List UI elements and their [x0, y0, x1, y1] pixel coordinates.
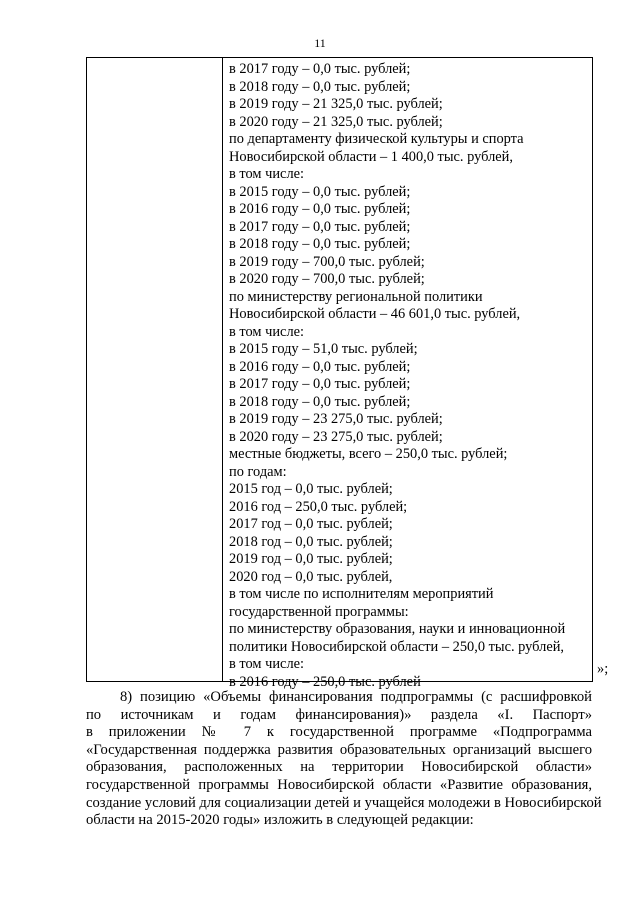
financing-table	[86, 57, 593, 690]
table-line: в 2017 году – 0,0 тыс. рублей;	[229, 61, 411, 77]
table-line: в том числе:	[229, 323, 305, 340]
paragraph-line: создание условий для социализации детей и учащейся молодежи в Новосибирской	[86, 794, 602, 811]
table-line: в 2017 году – 0,0 тыс. рублей;	[229, 218, 411, 235]
table-line: в 2020 году – 21 325,0 тыс. рублей;	[229, 113, 443, 130]
paragraph-line: «Государственная поддержка развития образовательных организаций высшего	[86, 741, 592, 758]
table-line: в 2019 году – 700,0 тыс. рублей;	[229, 253, 425, 270]
table-line: в 2018 году – 0,0 тыс. рублей;	[229, 236, 411, 252]
paragraph-line: государственной программы Новосибирской области «Развитие образования,	[86, 776, 592, 793]
table-line: по министерству образования, науки и инновационной	[229, 621, 566, 637]
table-column-divider	[222, 58, 223, 681]
table-left-cell	[87, 58, 222, 681]
table-line: в 2018 году – 0,0 тыс. рублей;	[229, 393, 411, 410]
table-line: по министерству региональной политики	[229, 288, 483, 305]
table-line: в 2019 году – 23 275,0 тыс. рублей;	[229, 411, 443, 427]
table-line: 2020 год – 0,0 тыс. рублей,	[229, 568, 393, 585]
table-line: по департаменту физической культуры и спорта	[229, 131, 524, 147]
table-line: в том числе по исполнителям мероприятий	[229, 586, 494, 602]
paragraph-line: по источникам и годам финансирования)» раздела «I. Паспорт»	[86, 706, 592, 723]
table-line: в 2017 году – 0,0 тыс. рублей;	[229, 376, 411, 392]
table-line: в 2018 году – 0,0 тыс. рублей;	[229, 78, 411, 95]
table-line: местные бюджеты, всего – 250,0 тыс. рублей;	[229, 446, 508, 462]
table-line: государственной программы:	[229, 603, 409, 620]
table-line: в том числе:	[229, 656, 305, 672]
table-line: 2018 год – 0,0 тыс. рублей;	[229, 533, 393, 550]
table-line: в том числе:	[229, 166, 305, 182]
table-line: 2015 год – 0,0 тыс. рублей;	[229, 481, 393, 497]
closing-quote-mark: »;	[597, 661, 609, 677]
table-line: в 2016 году – 250,0 тыс. рублей	[229, 673, 421, 690]
table-line: 2016 год – 250,0 тыс. рублей;	[229, 498, 408, 515]
table-line: в 2020 году – 700,0 тыс. рублей;	[229, 271, 425, 287]
table-line: 2019 год – 0,0 тыс. рублей;	[229, 551, 393, 567]
table-line: в 2015 году – 0,0 тыс. рублей;	[229, 183, 411, 200]
table-line: по годам:	[229, 463, 287, 480]
table-right-cell	[229, 61, 588, 691]
paragraph-line: в приложении № 7 к государственной программе «Подпрограмма	[86, 724, 592, 741]
table-line: в 2019 году – 21 325,0 тыс. рублей;	[229, 96, 443, 112]
table-line: 2017 год – 0,0 тыс. рублей;	[229, 516, 393, 532]
page-number: 11	[314, 36, 326, 50]
table-line: в 2016 году – 0,0 тыс. рублей;	[229, 358, 411, 375]
table-line: в 2020 году – 23 275,0 тыс. рублей;	[229, 428, 443, 445]
table-line: в 2016 году – 0,0 тыс. рублей;	[229, 201, 411, 217]
table-line: Новосибирской области – 46 601,0 тыс. рублей,	[229, 306, 521, 322]
paragraph-line: области на 2015-2020 годы» изложить в следующей редакции:	[86, 812, 474, 829]
table-line: в 2015 году – 51,0 тыс. рублей;	[229, 341, 418, 357]
paragraph-line: 8) позицию «Объемы финансирования подпрограммы (с расшифровкой	[120, 689, 592, 705]
amendment-paragraph	[86, 689, 602, 830]
table-line: политики Новосибирской области – 250,0 тыс. рублей,	[229, 638, 565, 655]
paragraph-line: образования, расположенных на территории Новосибирской области»	[86, 759, 592, 776]
table-line: Новосибирской области – 1 400,0 тыс. рублей,	[229, 148, 513, 165]
